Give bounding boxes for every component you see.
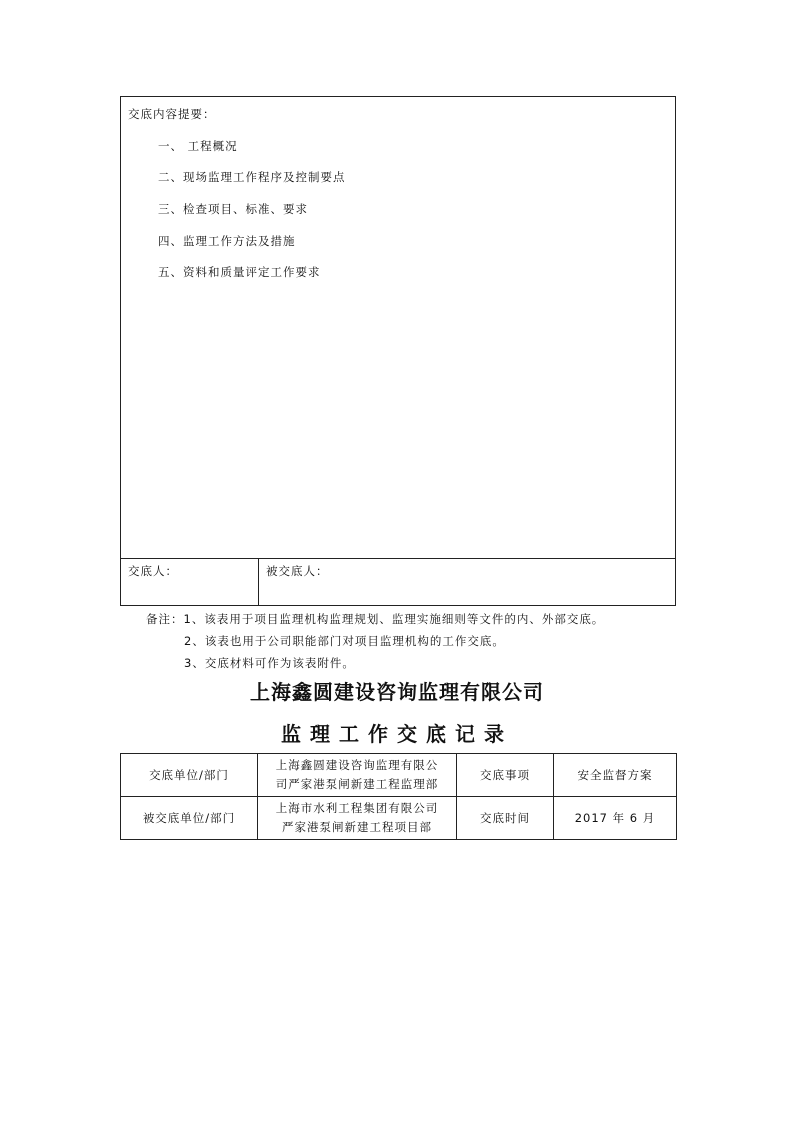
receiving-unit-label: 被交底单位/部门 (121, 797, 258, 840)
table-row (121, 754, 677, 797)
summary-item-1: 一、 工程概况 (158, 139, 238, 153)
subject-label: 交底事项 (457, 754, 554, 797)
presenting-unit-line-2: 司严家港泵闸新建工程监理部 (275, 777, 439, 791)
presenting-unit-value (258, 754, 457, 797)
summary-item-5: 五、资料和质量评定工作要求 (158, 265, 321, 279)
table-row (121, 797, 677, 840)
note-1: 备注：1、该表用于项目监理机构监理规划、监理实施细则等文件的内、外部交底。 (146, 612, 605, 626)
note-2: 2、该表也用于公司职能部门对项目监理机构的工作交底。 (184, 634, 505, 648)
receiving-unit-line-2: 严家港泵闸新建工程项目部 (282, 820, 432, 834)
note-3: 3、交底材料可作为该表附件。 (184, 656, 355, 670)
summary-item-2: 二、现场监理工作程序及控制要点 (158, 170, 346, 184)
form-title: 监理工作交底记录 (281, 722, 513, 746)
presenting-unit-line-1: 上海鑫圆建设咨询监理有限公 (275, 758, 439, 772)
summary-item-4: 四、监理工作方法及措施 (158, 234, 296, 248)
summary-heading: 交底内容提要： (128, 107, 216, 121)
time-label: 交底时间 (457, 797, 554, 840)
presenter-label: 交底人： (128, 564, 178, 578)
receiving-unit-line-1: 上海市水利工程集团有限公司 (275, 801, 439, 815)
presenting-unit-label: 交底单位/部门 (121, 754, 258, 797)
company-title: 上海鑫圆建设咨询监理有限公司 (250, 680, 544, 704)
receiving-unit-value (258, 797, 457, 840)
record-table (120, 753, 677, 840)
time-value: 2017 年 6 月 (554, 797, 677, 840)
subject-value: 安全监督方案 (554, 754, 677, 797)
receiver-label: 被交底人： (266, 564, 329, 578)
signature-column-divider (258, 558, 259, 605)
summary-item-3: 三、检查项目、标准、要求 (158, 202, 308, 216)
signature-divider (121, 558, 675, 559)
